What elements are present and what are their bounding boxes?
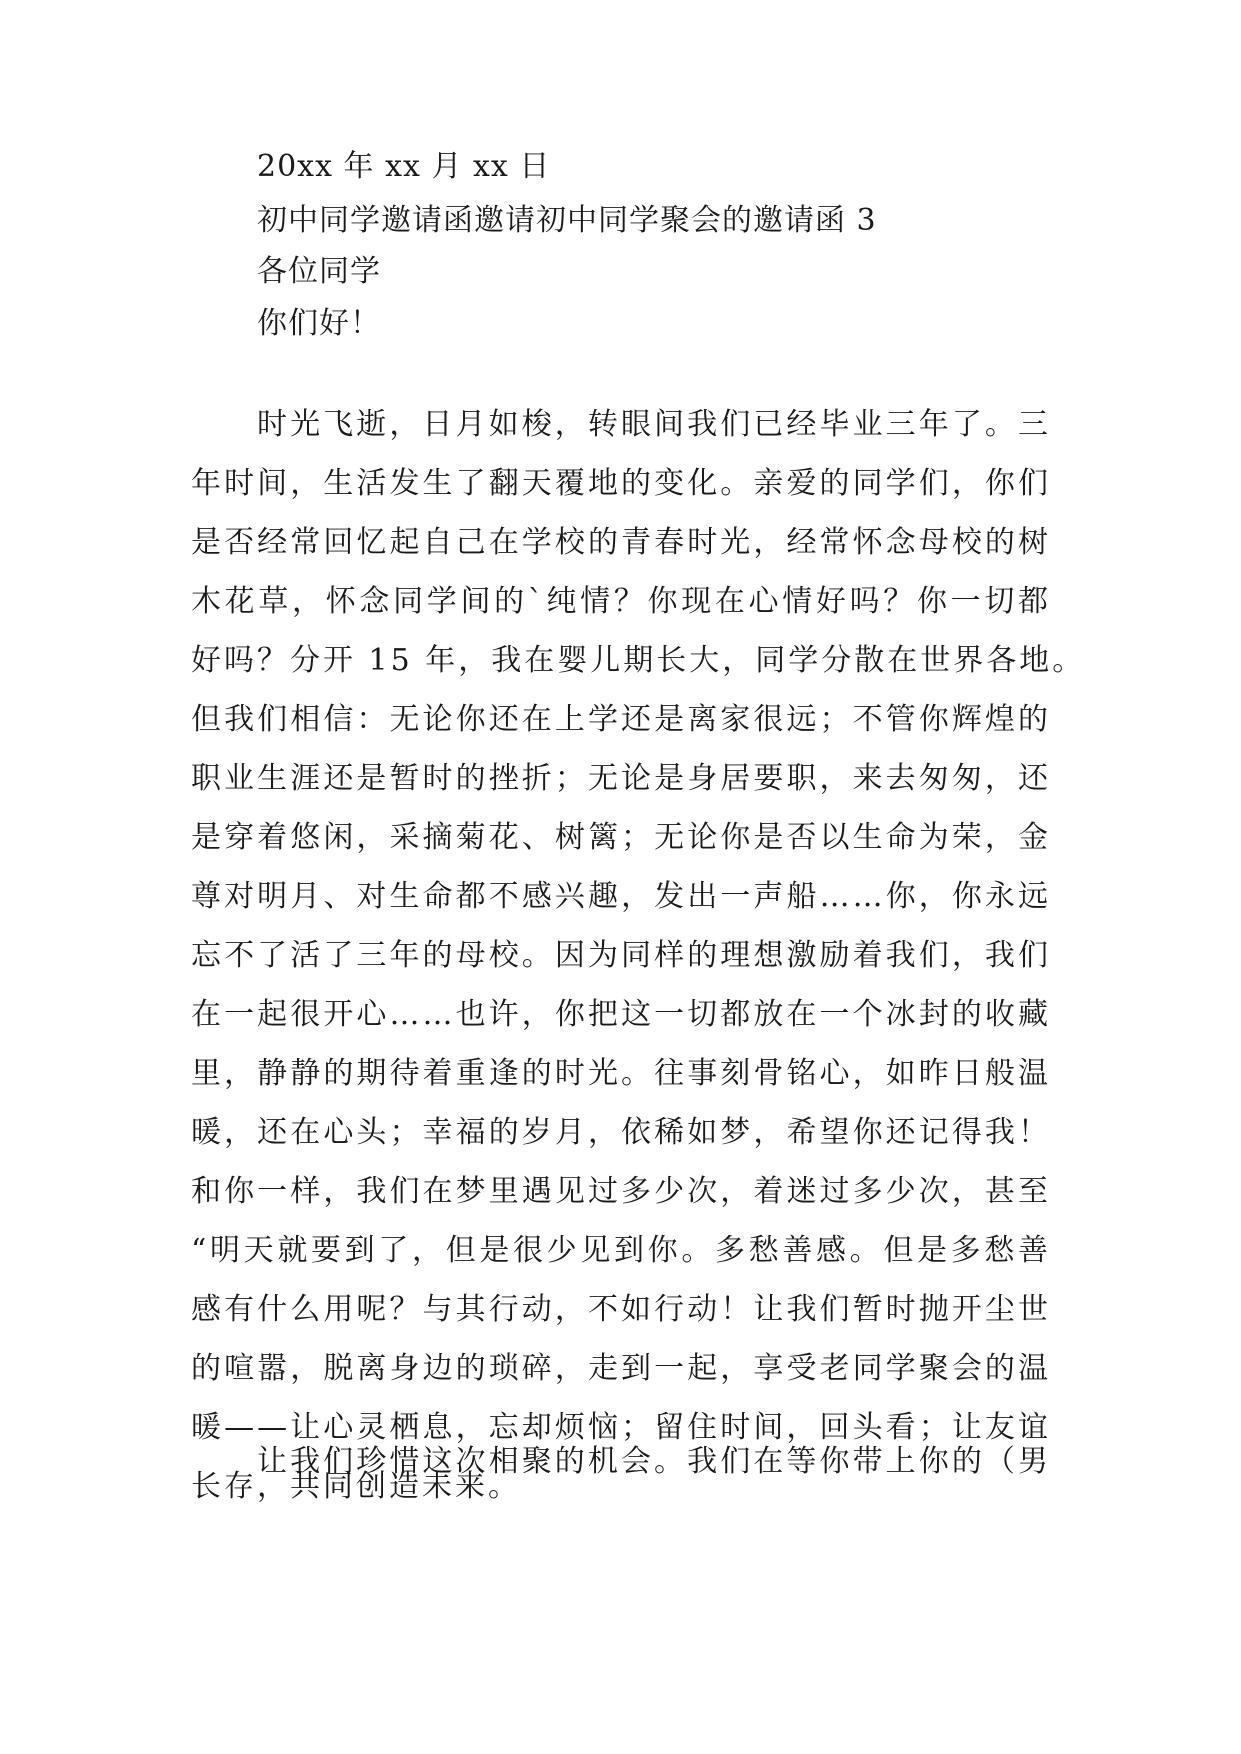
paragraph-line: 的喧嚣，脱离身边的琐碎，走到一起，享受老同学聚会的温 (191, 1351, 1051, 1386)
closing-line: 让我们珍惜这次相聚的机会。我们在等你带上你的（男 (257, 1444, 1051, 1479)
paragraph-line: 忘不了活了三年的母校。因为同样的理想激励着我们，我们 (191, 938, 1051, 973)
letter-greeting: 你们好！ (257, 306, 381, 341)
paragraph-line: 但我们相信：无论你还在上学还是离家很远；不管你辉煌的 (191, 702, 1051, 737)
paragraph-line: 年时间，生活发生了翻天覆地的变化。亲爱的同学们，你们 (191, 466, 1051, 501)
letter-title: 初中同学邀请函邀请初中同学聚会的邀请函 3 (257, 203, 877, 238)
paragraph-line: 时光飞逝，日月如梭，转眼间我们已经毕业三年了。三 (257, 407, 1051, 442)
paragraph-line: 职业生涯还是暂时的挫折；无论是身居要职，来去匆匆，还 (191, 761, 1051, 796)
letter-salutation: 各位同学 (257, 254, 381, 289)
paragraph-line: 好吗？分开 15 年，我在婴儿期长大，同学分散在世界各地。 (191, 643, 1086, 678)
paragraph-line: 暖，还在心头；幸福的岁月，依稀如梦，希望你还记得我！ (191, 1115, 1051, 1150)
paragraph-line: 是否经常回忆起自己在学校的青春时光，经常怀念母校的树 (191, 525, 1051, 560)
paragraph-line: 暖——让心灵栖息，忘却烦恼；留住时间，回头看；让友谊 (191, 1410, 1051, 1445)
paragraph-line: 里，静静的期待着重逢的时光。往事刻骨铭心，如昨日般温 (191, 1056, 1051, 1091)
paragraph-line: 长存，共同创造未来。 (191, 1469, 521, 1504)
body-paragraph (191, 395, 1086, 1516)
paragraph-line: 尊对明月、对生命都不感兴趣，发出一声船……你，你永远 (191, 879, 1051, 914)
paragraph-line: 是穿着悠闲，采摘菊花、树篱；无论你是否以生命为荣，金 (191, 820, 1051, 855)
letter-date: 20xx 年 xx 月 xx 日 (257, 149, 551, 184)
paragraph-line: 和你一样，我们在梦里遇见过多少次，着迷过多少次，甚至 (191, 1174, 1051, 1209)
paragraph-line: 感有什么用呢？与其行动，不如行动！让我们暂时抛开尘世 (191, 1292, 1051, 1327)
paragraph-line: “明天就要到了，但是很少见到你。多愁善感。但是多愁善 (191, 1233, 1051, 1268)
paragraph-line: 在一起很开心……也许，你把这一切都放在一个冰封的收藏 (191, 997, 1051, 1032)
paragraph-line: 木花草，怀念同学间的`纯情？你现在心情好吗？你一切都 (191, 584, 1051, 619)
